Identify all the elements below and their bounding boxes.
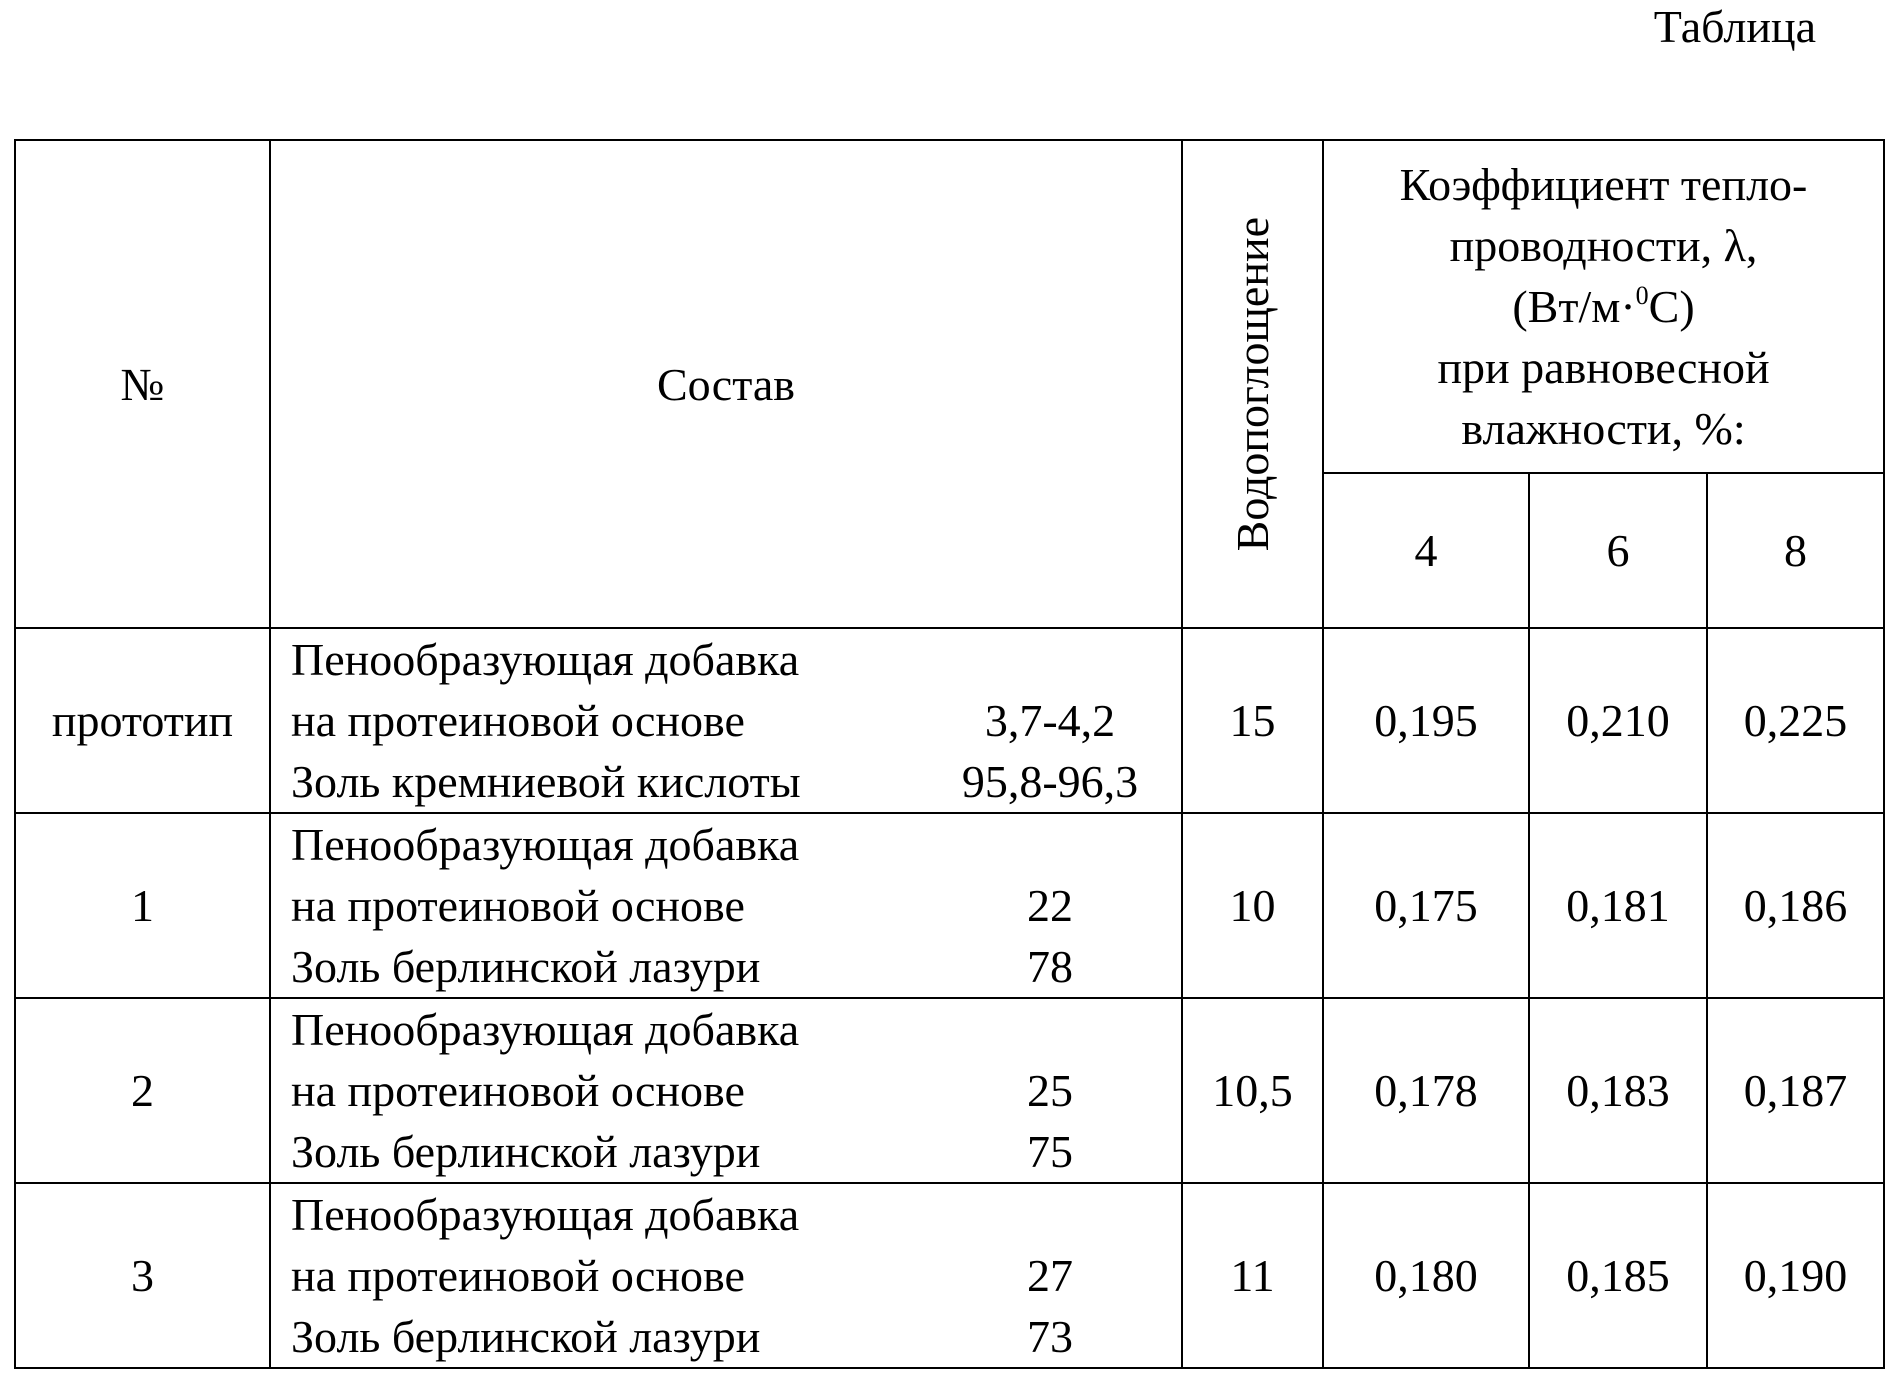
row-lambda-4: 0,195	[1323, 628, 1529, 813]
row-number: 3	[15, 1183, 270, 1368]
header-row-top	[15, 140, 1884, 473]
header-coef-units	[1324, 276, 1883, 337]
component-name: Золь берлинской лазури	[291, 1311, 761, 1362]
table-row	[15, 1183, 1884, 1368]
header-water-absorption: Водопоглощение	[1226, 216, 1278, 552]
header-number: №	[15, 140, 270, 628]
row-lambda-4: 0,175	[1323, 813, 1529, 998]
header-coef-line: проводности, λ,	[1449, 220, 1758, 272]
row-lambda-8: 0,186	[1707, 813, 1884, 998]
header-coef-unit-right: С)	[1648, 281, 1695, 333]
header-coef-line: при равновесной	[1437, 342, 1770, 394]
row-number: прототип	[15, 628, 270, 813]
component-name: Пенообразующая добавка	[291, 1189, 800, 1240]
header-composition: Состав	[270, 140, 1182, 628]
component-name: на протеиновой основе	[291, 1250, 745, 1301]
component-name: на протеиновой основе	[291, 880, 745, 931]
row-water-absorption: 15	[1182, 628, 1323, 813]
table-row	[15, 998, 1884, 1183]
header-humidity-6: 6	[1529, 473, 1707, 628]
row-composition	[270, 998, 1182, 1183]
row-lambda-8: 0,190	[1707, 1183, 1884, 1368]
row-lambda-6: 0,183	[1529, 998, 1707, 1183]
table-row	[15, 813, 1884, 998]
row-lambda-8: 0,187	[1707, 998, 1884, 1183]
row-water-absorption: 10,5	[1182, 998, 1323, 1183]
row-lambda-6: 0,185	[1529, 1183, 1707, 1368]
row-water-absorption: 11	[1182, 1183, 1323, 1368]
component-amount: 3,7-4,2	[984, 695, 1116, 746]
header-humidity-8: 8	[1707, 473, 1884, 628]
component-name: Пенообразующая добавка	[291, 819, 800, 870]
component-amount	[935, 1184, 1165, 1245]
row-lambda-4: 0,178	[1323, 998, 1529, 1183]
component-name: Пенообразующая добавка	[291, 1004, 800, 1055]
row-lambda-6: 0,181	[1529, 813, 1707, 998]
table-caption: Таблица	[1653, 1, 1816, 52]
header-coef-unit-left: (Вт/м·	[1512, 281, 1636, 333]
table-row	[15, 628, 1884, 813]
component-name: Золь берлинской лазури	[291, 941, 761, 992]
row-number: 2	[15, 998, 270, 1183]
component-amount: 78	[1027, 941, 1073, 992]
component-amount: 27	[1027, 1250, 1073, 1301]
row-composition	[270, 813, 1182, 998]
header-coef-unit-sup: 0	[1635, 281, 1649, 311]
component-amount: 95,8-96,3	[961, 756, 1139, 807]
component-amount	[935, 814, 1165, 875]
header-humidity-4: 4	[1323, 473, 1529, 628]
component-amount	[935, 629, 1165, 690]
component-name: Золь кремниевой кислоты	[291, 756, 801, 807]
component-name: Золь берлинской лазури	[291, 1126, 761, 1177]
row-lambda-8: 0,225	[1707, 628, 1884, 813]
row-lambda-6: 0,210	[1529, 628, 1707, 813]
component-name: Пенообразующая добавка	[291, 634, 800, 685]
component-amount: 22	[1027, 880, 1073, 931]
header-thermal-coefficient	[1323, 140, 1884, 473]
row-number: 1	[15, 813, 270, 998]
component-amount: 73	[1027, 1311, 1073, 1362]
header-coef-line: Коэффициент тепло-	[1399, 159, 1808, 211]
row-water-absorption: 10	[1182, 813, 1323, 998]
header-water-absorption-cell	[1182, 140, 1323, 628]
data-table	[14, 139, 1885, 1369]
row-lambda-4: 0,180	[1323, 1183, 1529, 1368]
component-amount: 25	[1027, 1065, 1073, 1116]
row-composition	[270, 1183, 1182, 1368]
header-coef-line: влажности, %:	[1461, 403, 1746, 455]
component-name: на протеиновой основе	[291, 695, 745, 746]
row-composition	[270, 628, 1182, 813]
component-amount	[935, 999, 1165, 1060]
component-name: на протеиновой основе	[291, 1065, 745, 1116]
component-amount: 75	[1027, 1126, 1073, 1177]
